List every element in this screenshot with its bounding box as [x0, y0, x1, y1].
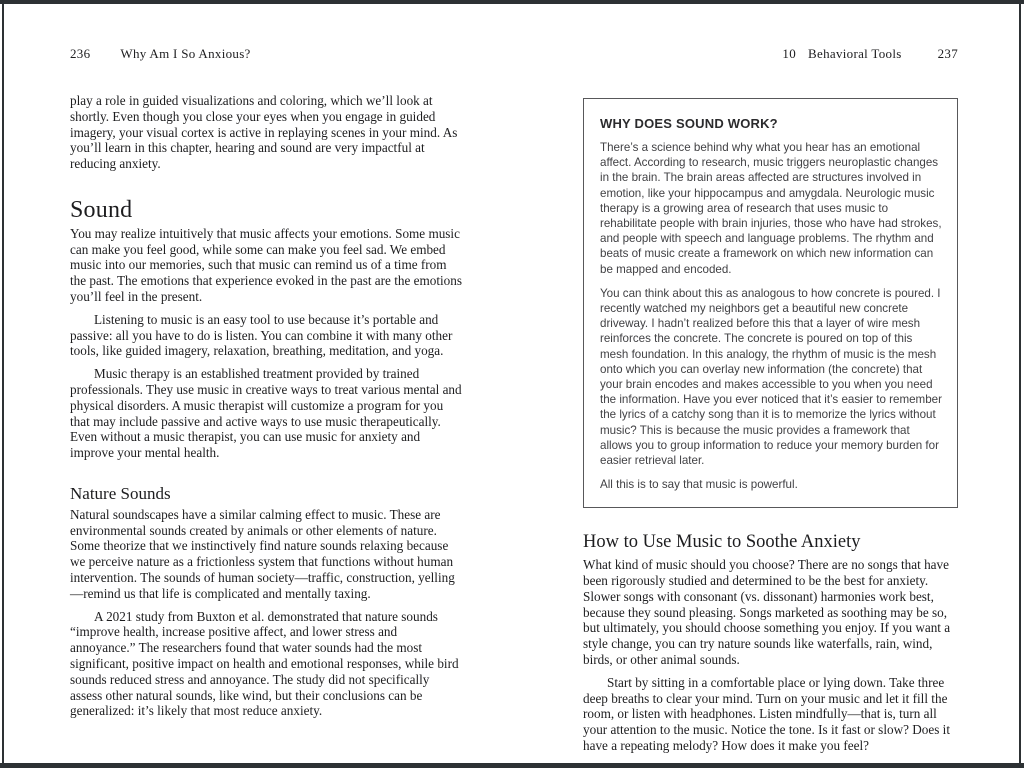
section-heading-sound: Sound — [70, 196, 133, 223]
callout-paragraph-1: There’s a science behind why what you hear has an emotional affect. According to research, music triggers neuroplastic changes in the brain. The brain areas affected are structures involved in emotion, like your hippocampus and amygdala. Neurologic music therapy is a growing area of research that uses music to rehabilitate people with brain injuries, those who have had strokes, and people with speech and language problems. The rhythm and beats of music create a framework on which new information can be mapped and encoded. — [600, 141, 942, 276]
callout-paragraph-2: You can think about this as analogous to how concrete is poured. I recently watched my neighbors get a beautiful new concrete driveway. I hadn’t realized before this that a layer of wire mesh reinforces the concrete. The concrete is poured on top of this mesh foundation. In this analogy, the rhythm of music is the mesh onto which you can overlay new information (the concrete) that your brain encodes and makes accessible to you when you need the information. Have you ever noticed that it’s easier to remember the lyrics of a catchy song than it is to memorize the lyrics without music? This is because the music provides a framework that allows you to group information to reduce your memory burden for easier retrieval later. — [600, 286, 942, 468]
nature-paragraph-1: Natural soundscapes have a similar calming effect to music. These are environmental sounds created by animals or other elements of nature. Some theorize that we instinctively find nature sounds relaxing because we perceive nature as a frictionless system that functions without human intervention. The sounds of human society—traffic, construction, yelling—remind us that life is complicated and mentally taxing. — [70, 506, 455, 601]
section-heading-nature-sounds: Nature Sounds — [70, 483, 171, 503]
right-running-title: Behavioral Tools — [808, 46, 902, 61]
music-paragraph-2: Start by sitting in a comfortable place or lying down. Take three deep breaths to clear your mind. Turn on your music and let it fill the room, or listen with headphones. Listen mindfully—that is, turn all your attention to the music. Notice the tone. Is it fast or slow? Does it have a repeating melody? How does it make you feel? — [583, 674, 950, 754]
section-heading-how-to-use-music: How to Use Music to Soothe Anxiety — [583, 532, 861, 553]
continuation-paragraph: play a role in guided visualizations and coloring, which we’ll look at shortly. Even though you close your eyes when you engage in guided imagery, your visual cortex is active in replaying scenes in your mind. As you’ll learn in this chapter, hearing and sound are very impactful at reducing anxiety. — [70, 93, 458, 172]
left-page-body — [70, 93, 464, 719]
book-frame-bottom-edge — [0, 763, 1024, 768]
left-running-title: Why Am I So Anxious? — [120, 46, 251, 61]
left-running-head — [70, 46, 464, 62]
right-page — [583, 46, 958, 754]
sound-paragraph-1: You may realize intuitively that music affects your emotions. Some music can make you feel good, while some can make you feel sad. We embed music into our memories, such that music can remind us of a time from the past. The emotions that experience evoked in the past are the emotions you’ll feel in the present. — [70, 225, 462, 304]
callout-paragraph-3: All this is to say that music is powerful. — [600, 478, 798, 492]
left-page — [70, 46, 464, 719]
book-frame-right-edge — [1019, 4, 1021, 763]
book-frame-left-edge — [2, 4, 4, 763]
sound-paragraph-3: Music therapy is an established treatment provided by trained professionals. They use music in creative ways to treat various mental and physical disorders. A music therapist will customize a program for you that may include passive and active ways to use music therapeutically. Even without a music therapist, you can use music for anxiety and improve your mental health. — [70, 366, 462, 461]
book-frame-top-edge — [0, 0, 1024, 4]
right-chapter-number: 10 — [782, 46, 797, 61]
right-page-body — [583, 98, 958, 754]
right-page-number: 237 — [937, 46, 958, 61]
left-page-number: 236 — [70, 46, 91, 61]
sound-paragraph-2: Listening to music is an easy tool to use because it’s portable and passive: all you have to do is listen. You can combine it with many other tools, like guided imagery, relaxation, breathing, meditation, and yoga. — [70, 311, 453, 359]
music-paragraph-1: What kind of music should you choose? There are no songs that have been rigorously studied and determined to be the best for anxiety. Slower songs with consonant (vs. dissonant) harmonies work best, because they sound pleasing. Songs marketed as soothing may be so, but ultimately, you should choose something you enjoy. If you want a style change, you can try nature sounds like waterfalls, rain, wind, birds, or other animal sounds. — [583, 557, 951, 668]
right-running-head — [583, 46, 958, 62]
nature-paragraph-2: A 2021 study from Buxton et al. demonstrated that nature sounds “improve health, increase positive affect, and lower stress and annoyance.” The researchers found that water sounds had the most significant, positive impact on health and emotional responses, while bird sounds reduced stress and annoyance. The study did not specifically assess other natural sounds, like wind, but their conclusions can be generalized: it’s likely that most reduce anxiety. — [70, 608, 459, 719]
callout-box-why-does-sound-work — [583, 98, 958, 508]
callout-title: WHY DOES SOUND WORK? — [600, 116, 778, 131]
